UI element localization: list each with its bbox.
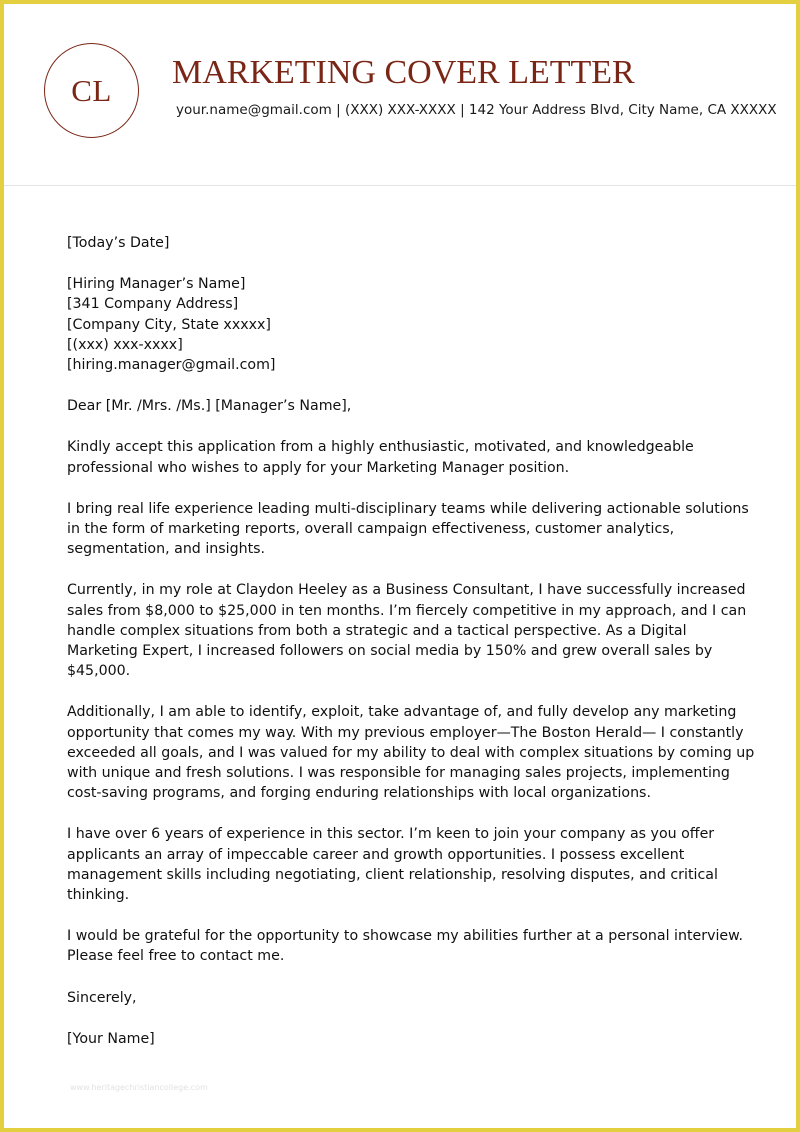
paragraph-line: applicants an array of impeccable career and growth opportunities. I possess excellent <box>67 846 685 863</box>
paragraph-line: handle complex situations from both a strategic and a tactical perspective. As a Digital <box>67 622 687 639</box>
paragraph-line: Currently, in my role at Claydon Heeley as a Business Consultant, I have successfully increased <box>67 582 746 599</box>
paragraph-line: Kindly accept this application from a highly enthusiastic, motivated, and knowledgeable <box>67 439 694 456</box>
paragraph-line: I have over 6 years of experience in this sector. I’m keen to join your company as you offer <box>67 826 715 843</box>
paragraph-line: I bring real life experience leading multi-disciplinary teams while delivering actionable solutions <box>67 500 749 517</box>
salutation <box>67 396 737 416</box>
page-title: MARKETING COVER LETTER <box>172 54 635 91</box>
paragraph-line: sales from $8,000 to $25,000 in ten months. I’m fiercely competitive in my approach, and I can <box>67 602 747 619</box>
paragraph-line: $45,000. <box>67 663 131 680</box>
signature-line: [Your Name] <box>67 1030 155 1047</box>
signature <box>67 1029 737 1049</box>
paragraph-line: cost-saving programs, and forging enduring relationships with local organizations. <box>67 785 651 802</box>
body-paragraph-3 <box>67 580 747 681</box>
paragraph-line: management skills including negotiating, client relationship, resolving disputes, and critical <box>67 866 718 883</box>
body-paragraph-4 <box>67 702 755 803</box>
paragraph-line: segmentation, and insights. <box>67 541 266 558</box>
recipient-name: [Hiring Manager’s Name] <box>67 276 246 293</box>
recipient-address: [341 Company Address] <box>67 296 239 313</box>
letter-body <box>67 233 755 1070</box>
paragraph-line: exceeded all goals, and I was valued for my ability to deal with complex situations by coming up <box>67 744 755 761</box>
recipient-city: [Company City, State xxxxx] <box>67 316 271 333</box>
paragraph-line: thinking. <box>67 887 130 904</box>
contact-info: your.name@gmail.com | (XXX) XXX-XXXX | 142 Your Address Blvd, City Name, CA XXXXX <box>176 102 777 118</box>
paragraph-line: I would be grateful for the opportunity to showcase my abilities further at a personal interview. <box>67 928 743 945</box>
paragraph-line: Additionally, I am able to identify, exploit, take advantage of, and fully develop any marketing <box>67 704 737 721</box>
paragraph-line: Please feel free to contact me. <box>67 948 285 965</box>
paragraph-line: with unique and fresh solutions. I was responsible for managing sales projects, implementing <box>67 765 730 782</box>
letter-date <box>67 233 737 253</box>
closing-line: Sincerely, <box>67 989 137 1006</box>
body-paragraph-5 <box>67 824 737 905</box>
watermark-text: www.heritagechristiancollege.com <box>70 1083 208 1092</box>
recipient-block <box>67 274 737 375</box>
monogram-badge: CL <box>44 43 139 138</box>
recipient-phone: [(xxx) xxx-xxxx] <box>67 336 183 353</box>
letter-header <box>4 4 796 186</box>
paragraph-line: opportunity that comes my way. With my previous employer—The Boston Herald— I constantly <box>67 724 744 741</box>
body-paragraph-1 <box>67 437 737 477</box>
paragraph-line: professional who wishes to apply for your Marketing Manager position. <box>67 459 570 476</box>
paragraph-line: in the form of marketing reports, overall campaign effectiveness, customer analytics, <box>67 521 675 538</box>
date-line: [Today’s Date] <box>67 235 170 251</box>
body-paragraph-6 <box>67 926 743 966</box>
paragraph-line: Marketing Expert, I increased followers on social media by 150% and grew overall sales by <box>67 643 713 660</box>
closing <box>67 988 737 1008</box>
salutation-line: Dear [Mr. /Mrs. /Ms.] [Manager’s Name], <box>67 398 352 415</box>
recipient-email: [hiring.manager@gmail.com] <box>67 357 276 374</box>
body-paragraph-2 <box>67 499 749 560</box>
